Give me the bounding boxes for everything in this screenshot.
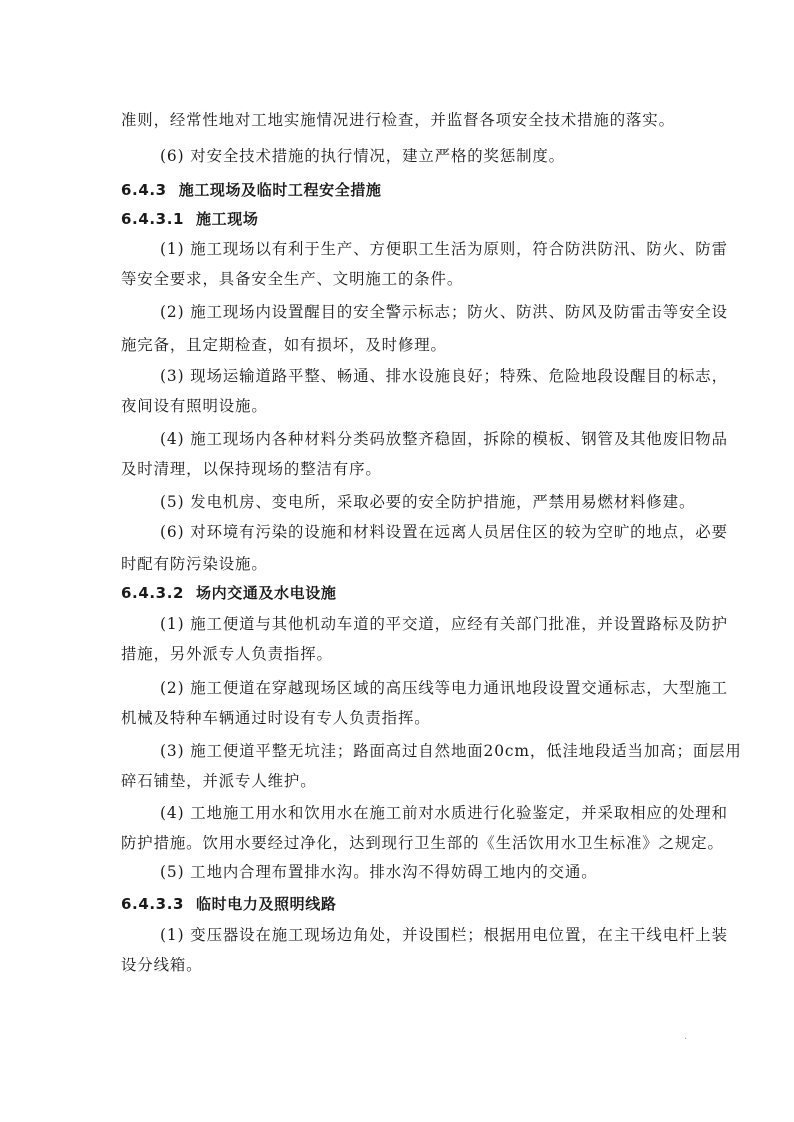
section-heading-6-4-3-1 <box>121 208 721 230</box>
paragraph-line: (1) 施工现场以有利于生产、方便职工生活为原则，符合防洪防汛、防火、防雷 <box>160 240 728 258</box>
section-number: 6.4.3.2 <box>121 584 185 602</box>
paragraph-line: 措施，另外派专人负责指挥。 <box>121 645 333 663</box>
paragraph-line: (6) 对安全技术措施的执行情况，建立严格的奖惩制度。 <box>160 147 565 165</box>
paragraph-line: (5) 发电机房、变电所，采取必要的安全防护措施，严禁用易燃材料修建。 <box>160 493 696 511</box>
section-title: 施工现场 <box>196 210 259 228</box>
paragraph-line: (6) 对环境有污染的设施和材料设置在远离人员居住区的较为空旷的地点，必要 <box>160 523 728 541</box>
section-title: 临时电力及照明线路 <box>196 895 337 913</box>
section-title: 场内交通及水电设施 <box>196 584 337 602</box>
paragraph-line: (2) 施工现场内设置醒目的安全警示标志；防火、防洪、防风及防雷击等安全设 <box>160 303 728 321</box>
paragraph-line: (2) 施工便道在穿越现场区域的高压线等电力通讯地段设置交通标志，大型施工 <box>160 679 728 697</box>
paragraph-line: 防护措施。饮用水要经过净化，达到现行卫生部的《生活饮用水卫生标准》之规定。 <box>121 834 724 852</box>
paragraph-line: 时配有防污染设施。 <box>121 555 268 573</box>
paragraph-line: (1) 施工便道与其他机动车道的平交道，应经有关部门批准，并设置路标及防护 <box>160 615 728 633</box>
paragraph-line: (4) 工地施工用水和饮用水在施工前对水质进行化验鉴定，并采取相应的处理和 <box>160 804 728 822</box>
section-heading-6-4-3 <box>121 179 721 201</box>
paragraph-line: 等安全要求，具备安全生产、文明施工的条件。 <box>121 270 464 288</box>
paragraph-line: 碎石铺垫，并派专人维护。 <box>121 772 317 790</box>
paragraph-line: (1) 变压器设在施工现场边角处，并设围栏；根据用电位置，在主干线电杆上装 <box>160 926 728 944</box>
paragraph-line: 夜间设有照明设施。 <box>121 397 268 415</box>
paragraph-line: 及时清理，以保持现场的整洁有序。 <box>121 460 382 478</box>
section-number: 6.4.3.1 <box>121 210 185 228</box>
section-heading-6-4-3-2 <box>121 582 721 604</box>
section-number: 6.4.3.3 <box>121 895 185 913</box>
section-heading-6-4-3-3 <box>121 893 721 915</box>
paragraph-line: 设分线箱。 <box>121 956 203 974</box>
paragraph-line: (5) 工地内合理布置排水沟。排水沟不得妨碍工地内的交通。 <box>160 863 598 881</box>
section-title: 施工现场及临时工程安全措施 <box>178 181 382 199</box>
paragraph-line: 施完备，且定期检查，如有损坏，及时修理。 <box>121 336 447 354</box>
paragraph-line: 机械及特种车辆通过时设有专人负责指挥。 <box>121 709 431 727</box>
section-number: 6.4.3 <box>121 181 167 199</box>
paragraph-line: (3) 施工便道平整无坑洼；路面高过自然地面20cm，低洼地段适当加高；面层用 <box>160 742 742 760</box>
paragraph-line: (4) 施工现场内各种材料分类码放整齐稳固，拆除的模板、钢管及其他废旧物品 <box>160 430 728 448</box>
paragraph-line: (3) 现场运输道路平整、畅通、排水设施良好；特殊、危险地段设醒目的标志， <box>160 367 728 385</box>
margin-mark: · <box>684 1034 688 1045</box>
paragraph-line: 准则，经常性地对工地实施情况进行检查，并监督各项安全技术措施的落实。 <box>121 111 675 129</box>
